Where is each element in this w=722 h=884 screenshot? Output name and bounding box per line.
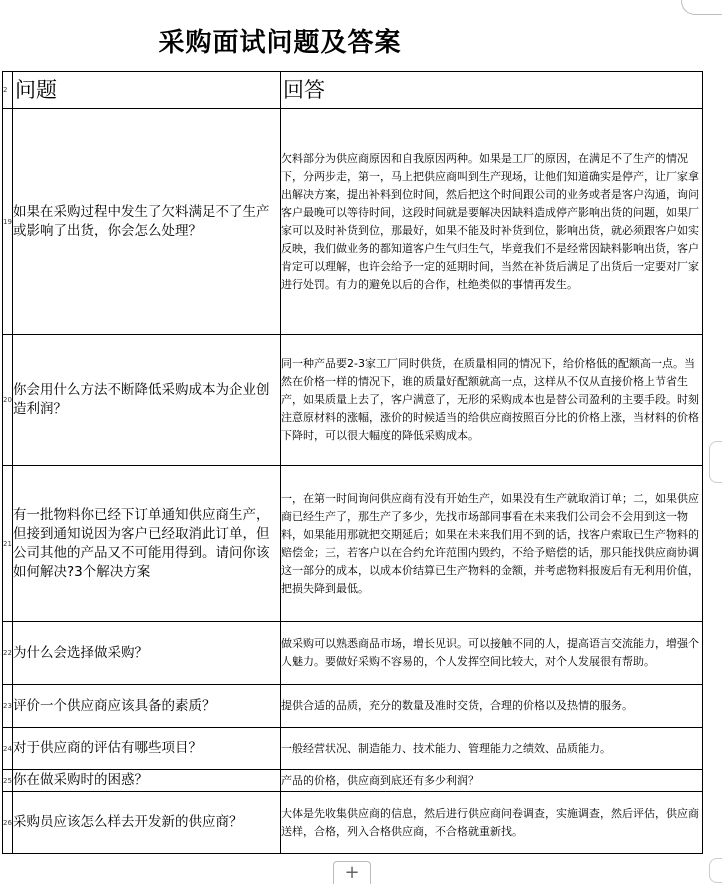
row-number: 25 [3,770,13,792]
row-number: 20 [3,335,13,466]
answer-cell: 提供合适的品质，充分的数量及准时交货，合理的价格以及热情的服务。 [281,685,703,728]
table-row [3,622,703,685]
table-row [3,792,703,854]
question-cell: 采购员应该怎么样去开发新的供应商？ [13,792,281,854]
table-row [3,335,703,466]
side-scroll-handle-bottom[interactable] [709,858,722,883]
question-cell: 对于供应商的评估有哪些项目？ [13,728,281,770]
corner-tab [681,0,722,15]
question-cell: 评价一个供应商应该具备的素质？ [13,685,281,728]
table-row [3,770,703,792]
table-header-row [3,72,703,109]
row-number: 23 [3,685,13,728]
document-title: 采购面试问题及答案 [158,28,402,58]
question-cell: 你在做采购时的困惑？ [13,770,281,792]
header-question: 问题 [13,72,281,109]
add-row-button[interactable]: + [333,861,371,884]
row-number: 21 [3,466,13,622]
answer-cell: 欠料部分为供应商原因和自我原因两种。如果是工厂的原因，在满足不了生产的情况下，分两步走，第一，马上把供应商叫到生产现场，让他们知道确实是停产，让厂家拿出解决方案，提出补料到位时间，然后把这个时间跟公司的业务或者是客户沟通，询问客户最晚可以等待时间，这段时间就是要解决因缺料造成停产影响出货的问题，如果厂家可以及时补货到位，那最好，如果不能及时补货到位，影响出货，就必须跟客户如实反映，我们做业务的都知道客户生气归生气，毕竟我们不是经常因缺料影响出货，客户肯定可以理解，也许会给予一定的延期时间，当然在补货后满足了出货后一定要对厂家进行处罚。有力的避免以后的合作，杜绝类似的事情再发生。 [281,109,703,335]
row-number: 19 [3,109,13,335]
table-row [3,109,703,335]
question-cell: 有一批物料你已经下订单通知供应商生产，但接到通知说因为客户已经取消此订单，但公司其他的产品又不可能用得到。请问你该如何解决?3个解决方案 [13,466,281,622]
side-scroll-handle[interactable] [709,441,722,483]
answer-cell: 大体是先收集供应商的信息，然后进行供应商问卷调查，实施调查，然后评估，供应商送样，合格，列入合格供应商，不合格就重新找。 [281,792,703,854]
table-row [3,685,703,728]
answer-cell: 产品的价格，供应商到底还有多少利润？ [281,770,703,792]
answer-cell: 一般经营状况、制造能力、技术能力、管理能力之绩效、品质能力。 [281,728,703,770]
answer-cell: 一，在第一时间询问供应商有没有开始生产，如果没有生产就取消订单；二，如果供应商已经生产了，那生产了多少，先找市场部同事看在未来我们公司会不会用到这一物料，如果能用那就把交期延后；如果在未来我们用不到的话，找客户索取已生产物料的赔偿金；三，若客户以在合约允许范围内毁约，不给予赔偿的话，那只能找供应商协调这一部分的成本，以成本价结算已生产物料的金额，并考虑物料报废后有无利用价值，把损失降到最低。 [281,466,703,622]
row-number: 26 [3,792,13,854]
table-row [3,728,703,770]
question-cell: 你会用什么方法不断降低采购成本为企业创造利润？ [13,335,281,466]
header-answer: 回答 [281,72,703,109]
answer-cell: 做采购可以熟悉商品市场，增长见识。可以接触不同的人，提高语言交流能力，增强个人魅力。要做好采购不容易的，个人发挥空间比较大，对个人发展很有帮助。 [281,622,703,685]
row-number: 2 [3,72,13,109]
table-row [3,466,703,622]
qa-table [2,71,703,854]
question-cell: 如果在采购过程中发生了欠料满足不了生产或影响了出货，你会怎么处理？ [13,109,281,335]
row-number: 22 [3,622,13,685]
question-cell: 为什么会选择做采购？ [13,622,281,685]
answer-cell: 同一种产品要2-3家工厂同时供货，在质量相同的情况下，给价格低的配额高一点。当然在价格一样的情况下，谁的质量好配额就高一点，这样从不仅从直接价格上节省生产，如果质量上去了，客户满意了，无形的采购成本也是替公司盈利的主要手段。时刻注意原材料的涨幅，涨价的时候适当的给供应商按照百分比的价格上涨，当材料的价格下降时，可以很大幅度的降低采购成本。 [281,335,703,466]
row-number: 24 [3,728,13,770]
